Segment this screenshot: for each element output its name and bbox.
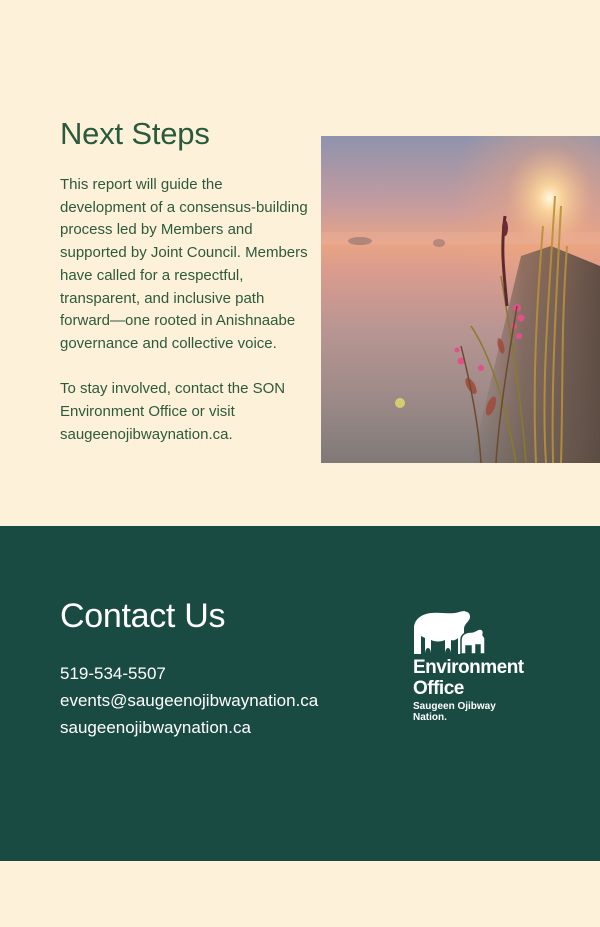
contact-details: [60, 660, 318, 741]
environment-office-logo: [413, 610, 553, 730]
next-steps-paragraph-2: To stay involved, contact the SON Environment Office or visit saugeenojibwaynation.ca.: [60, 380, 286, 443]
contact-website[interactable]: saugeenojibwaynation.ca: [60, 718, 251, 737]
logo-text-office: Office: [413, 678, 464, 699]
logo-subtitle: [413, 701, 496, 723]
contact-section: [0, 526, 600, 861]
sunset-shoreline-photo: [321, 136, 600, 463]
footer-band: [0, 861, 600, 927]
bear-and-cub-icon: [413, 610, 493, 656]
next-steps-title: Next Steps: [60, 116, 210, 151]
logo-subtitle-line-1: Saugeen Ojibway: [413, 701, 496, 712]
next-steps-paragraph-1: This report will guide the development of a consensus-building process led by Members and supported by Joint Council. Members have called for a respectful, transparent, and inclusive path forward—one rooted in Anishnaabe governance and collective voice.: [60, 176, 308, 352]
logo-subtitle-line-2: Nation.: [413, 712, 447, 723]
contact-email[interactable]: events@saugeenojibwaynation.ca: [60, 691, 319, 710]
contact-title: Contact Us: [60, 597, 226, 635]
logo-text-environment: Environment: [413, 657, 524, 678]
next-steps-body: [60, 174, 310, 446]
contact-phone[interactable]: 519-534-5507: [60, 664, 166, 683]
